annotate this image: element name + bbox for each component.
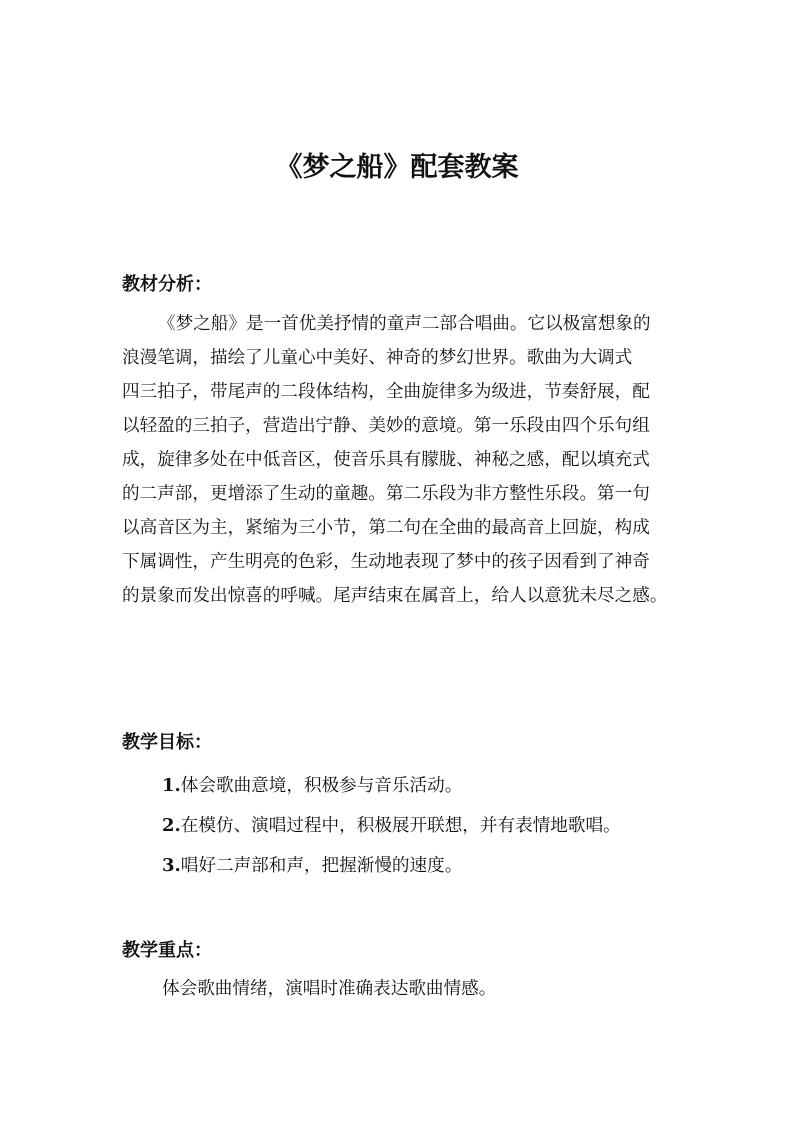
list-item-number: 3. bbox=[162, 855, 181, 876]
paragraph-line: 四三拍子，带尾声的二段体结构，全曲旋律多为级进，节奏舒展，配 bbox=[122, 382, 650, 402]
list-item bbox=[162, 766, 682, 806]
list-item bbox=[162, 846, 682, 886]
list-item bbox=[162, 806, 682, 846]
objectives-list bbox=[162, 766, 682, 886]
list-item-number: 2. bbox=[162, 815, 181, 836]
paragraph-line: 以高音区为主，紧缩为三小节，第二句在全曲的最高音上回旋，构成 bbox=[122, 518, 650, 538]
key-points-text: 体会歌曲情绪，演唱时准确表达歌曲情感。 bbox=[162, 979, 497, 999]
section-heading-analysis: 教材分析： bbox=[122, 274, 212, 295]
list-item-text: 唱好二声部和声，把握渐慢的速度。 bbox=[180, 856, 463, 876]
paragraph-line: 下属调性，产生明亮的色彩，生动地表现了梦中的孩子因看到了神奇 bbox=[122, 552, 650, 572]
section-heading-key-points: 教学重点： bbox=[122, 940, 212, 961]
section-heading-objectives: 教学目标： bbox=[122, 732, 212, 753]
list-item-text: 在模仿、演唱过程中，积极展开联想，并有表情地歌唱。 bbox=[180, 816, 621, 836]
paragraph-line: 以轻盈的三拍子，营造出宁静、美妙的意境。第一乐段由四个乐句组 bbox=[122, 416, 650, 436]
paragraph-line: 的景象而发出惊喜的呼喊。尾声结束在属音上，给人以意犹未尽之感。 bbox=[122, 586, 668, 606]
list-item-text: 体会歌曲意境，积极参与音乐活动。 bbox=[180, 776, 463, 796]
paragraph-line: 成，旋律多处在中低音区，使音乐具有朦胧、神秘之感，配以填充式 bbox=[122, 450, 650, 470]
paragraph-line: 的二声部，更增添了生动的童趣。第二乐段为非方整性乐段。第一句 bbox=[122, 484, 650, 504]
paragraph-line: 《梦之船》是一首优美抒情的童声二部合唱曲。它以极富想象的 bbox=[158, 314, 651, 334]
analysis-paragraph bbox=[122, 307, 682, 613]
list-item-number: 1. bbox=[162, 775, 181, 796]
document-title: 《梦之船》配套教案 bbox=[275, 152, 519, 183]
paragraph-line: 浪漫笔调，描绘了儿童心中美好、神奇的梦幻世界。歌曲为大调式 bbox=[122, 348, 633, 368]
